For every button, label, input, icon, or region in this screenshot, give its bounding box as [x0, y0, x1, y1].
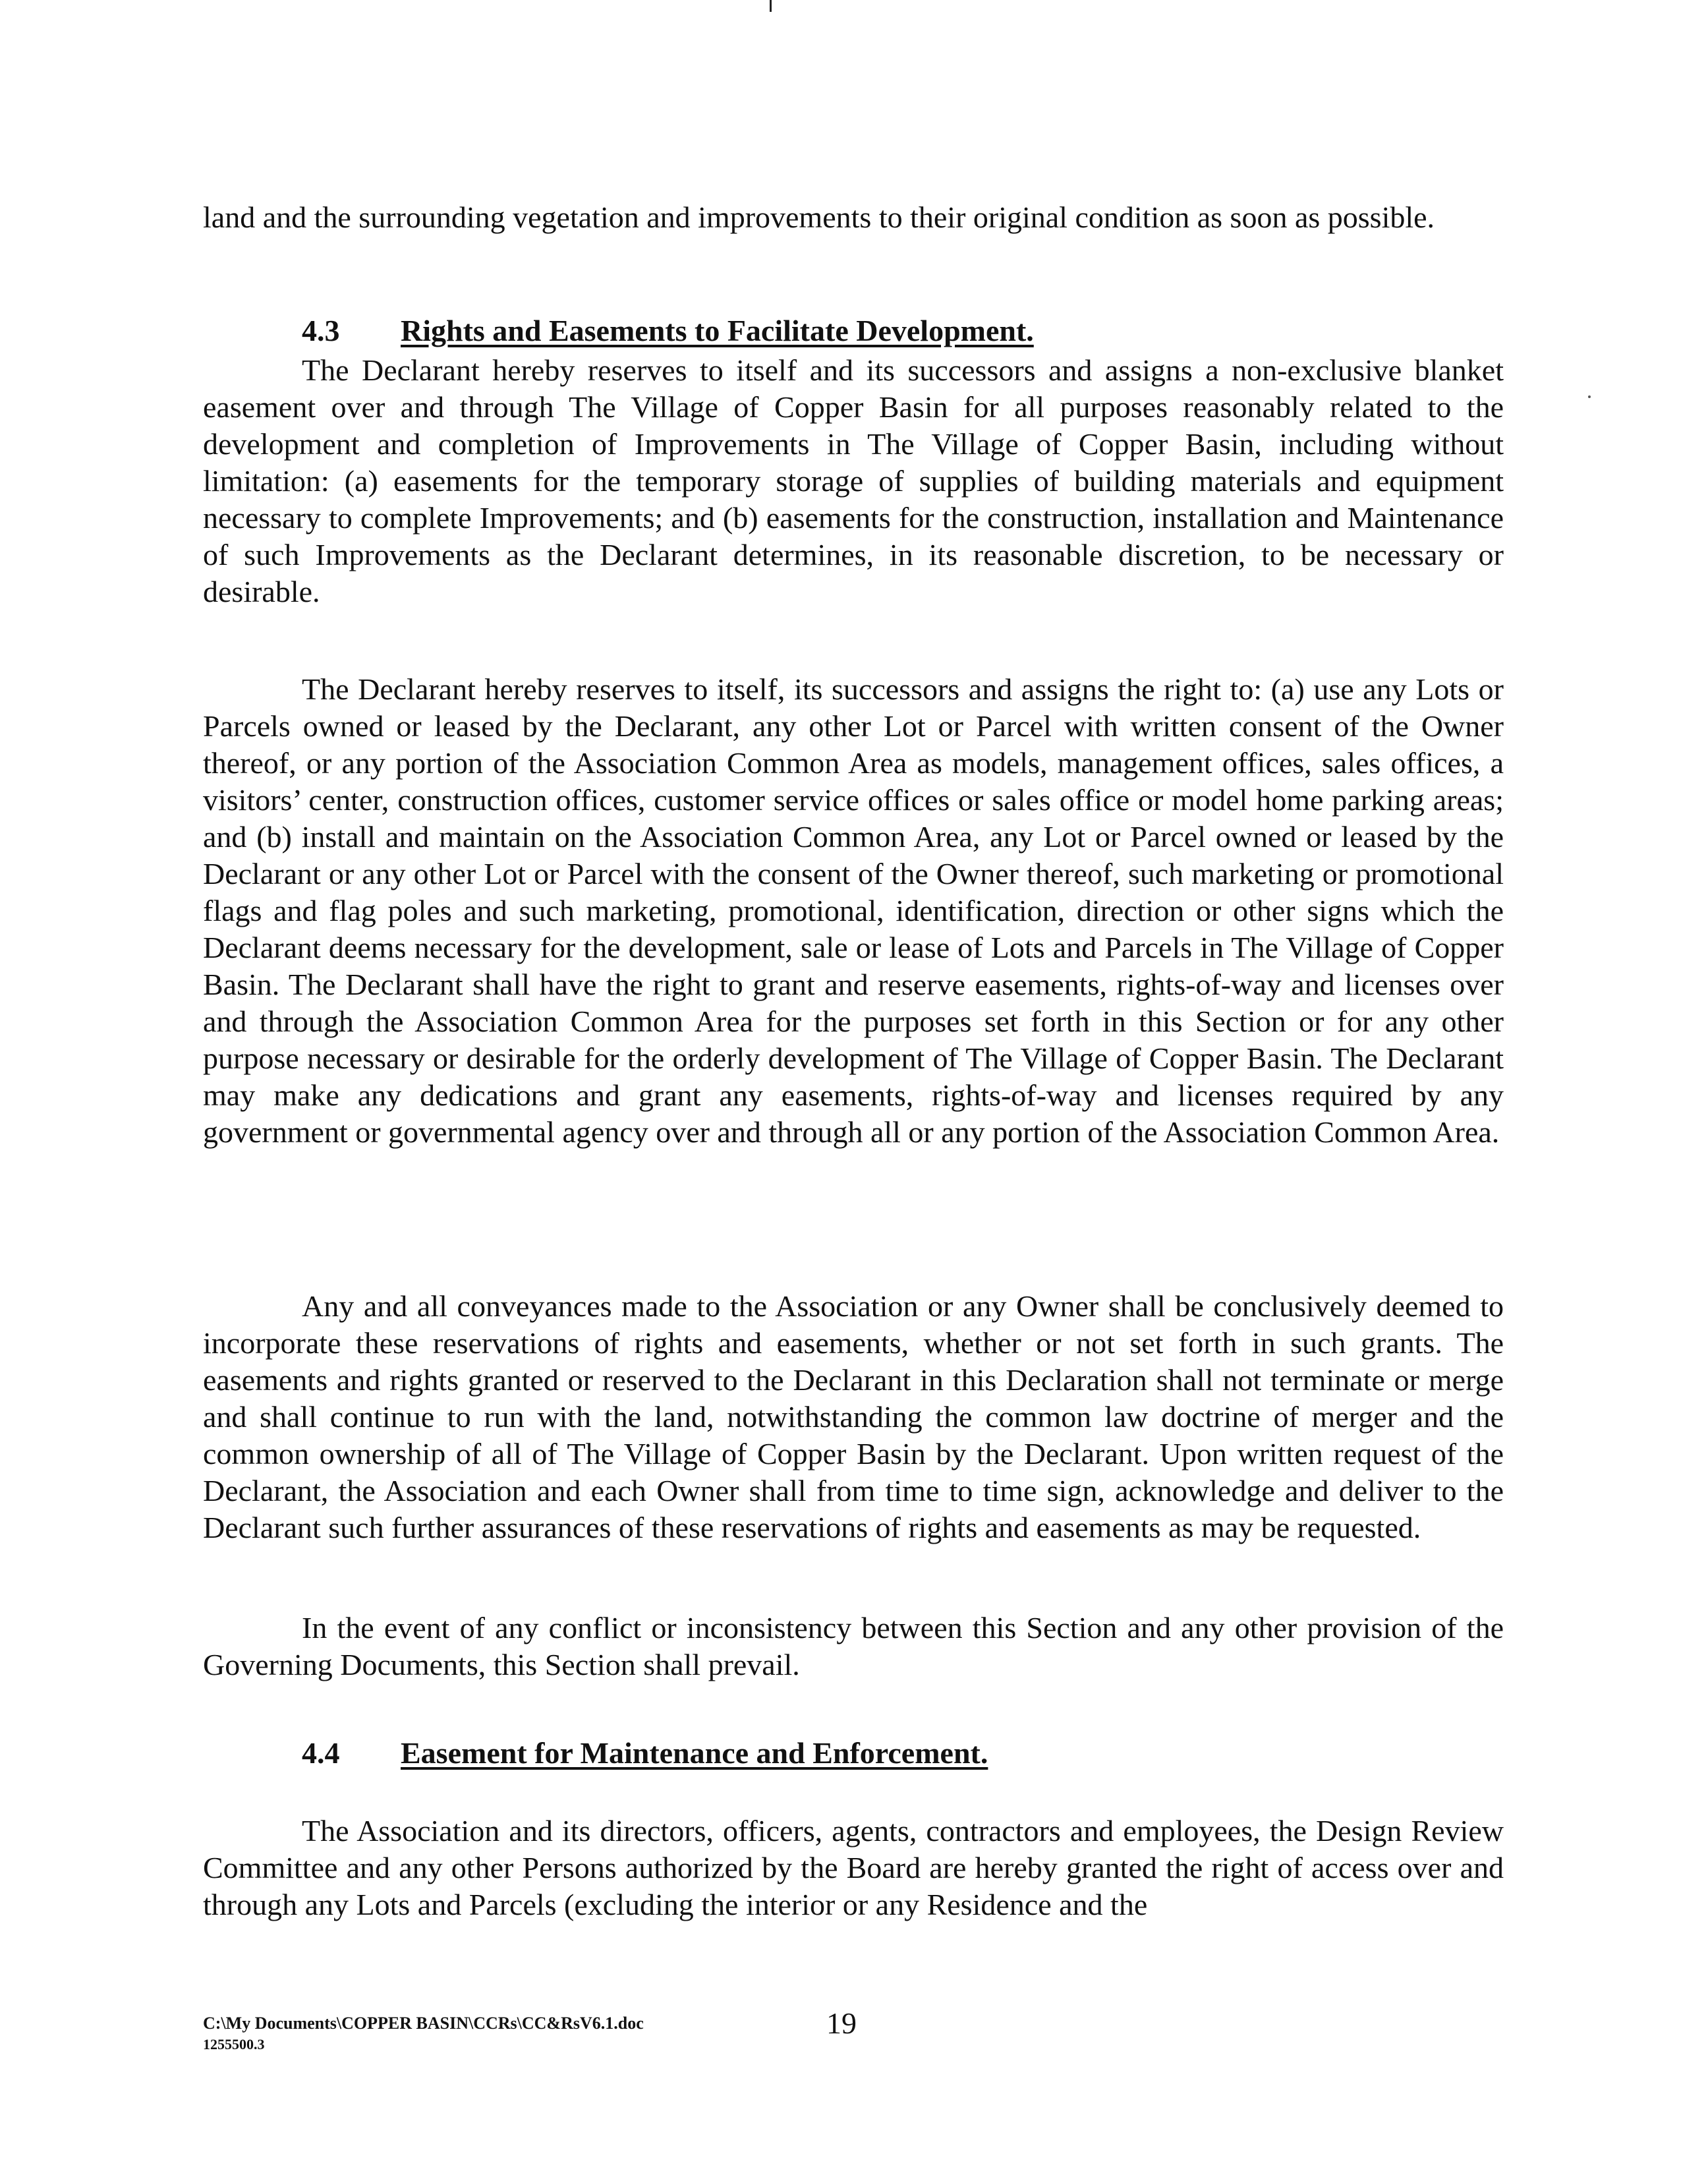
page-number: 19 — [826, 2006, 857, 2040]
paragraph-4-3-conflict: In the event of any conflict or inconsistency between this Section and any other provision of the Governing Documents, this Section shall prevail. — [203, 1611, 1504, 1681]
paragraph-4-3-declarant-rights: The Declarant hereby reserves to itself, its successors and assigns the right to: (a) use any Lots or Parcels owned or leased by the Declarant, any other Lot or Parcel with written consent of the Owner thereof, or any portion of the Association Common Area as models, management offices, sales offices, a visitors’ center, construction offices, customer service offices or sales office or model home parking areas; and (b) install and maintain on the Association Common Area, any Lot or Parcel owned or leased by the Declarant or any other Lot or Parcel with the consent of the Owner thereof, such marketing or promotional flags and flag poles and such marketing, promotional, identification, direction or other signs which the Declarant deems necessary for the development, sale or lease of Lots and Parcels in The Village of Copper Basin. The Declarant shall have the right to grant and reserve easements, rights-of-way and licenses over and through the Association Common Area for the purposes set forth in this Section or for any other purpose necessary or desirable for the orderly development of The Village of Copper Basin. The Declarant may make any dedications and grant any easements, rights-of-way and licenses required by any government or governmental agency over and through all or any portion of the Association Common Area. — [203, 672, 1504, 1149]
paragraph-4-4-access: The Association and its directors, officers, agents, contractors and employees, the Design Review Committee and any other Persons authorized by the Board are hereby granted the right of access over and through any Lots and Parcels (excluding the interior or any Residence and the — [203, 1814, 1504, 1921]
footer-file-path: C:\My Documents\COPPER BASIN\CCRs\CC&RsV6.1.doc — [203, 2014, 644, 2033]
section-title: Easement for Maintenance and Enforcement. — [401, 1736, 988, 1770]
paragraph-4-3-conveyances: Any and all conveyances made to the Association or any Owner shall be conclusively deemed to incorporate these reservations of rights and easements, whether or not set forth in such grants. The easements and rights granted or reserved to the Declarant in this Declaration shall not terminate or merge and shall continue to run with the land, notwithstanding the common law doctrine of merger and the common ownership of all of The Village of Copper Basin by the Declarant. Upon written request of the Declarant, the Association and each Owner shall from time to time sign, acknowledge and deliver to the Declarant such further assurances of these reservations of rights and easements as may be requested. — [203, 1289, 1504, 1544]
section-number: 4.4 — [302, 1736, 340, 1770]
section-heading-4-4 — [302, 1735, 988, 1772]
section-number: 4.3 — [302, 314, 340, 347]
section-title: Rights and Easements to Facilitate Development. — [401, 314, 1034, 347]
scan-speck — [1588, 395, 1591, 398]
paragraph-4-3-blanket-easement: The Declarant hereby reserves to itself and its successors and assigns a non-exclusive blanket easement over and through The Village of Copper Basin for all purposes reasonably related to the development and completion of Improvements in The Village of Copper Basin, including without limitation: (a) easements for the temporary storage of supplies of building materials and equipment necessary to complete Improvements; and (b) easements for the construction, installation and Maintenance of such Improvements as the Declarant determines, in its reasonable discretion, to be necessary or desirable. — [203, 353, 1504, 608]
paragraph-continued: land and the surrounding vegetation and improvements to their original condition as soon as possible. — [203, 200, 1435, 234]
footer-doc-number: 1255500.3 — [203, 2036, 265, 2052]
scan-mark — [770, 0, 772, 12]
section-heading-4-3 — [302, 312, 1034, 349]
